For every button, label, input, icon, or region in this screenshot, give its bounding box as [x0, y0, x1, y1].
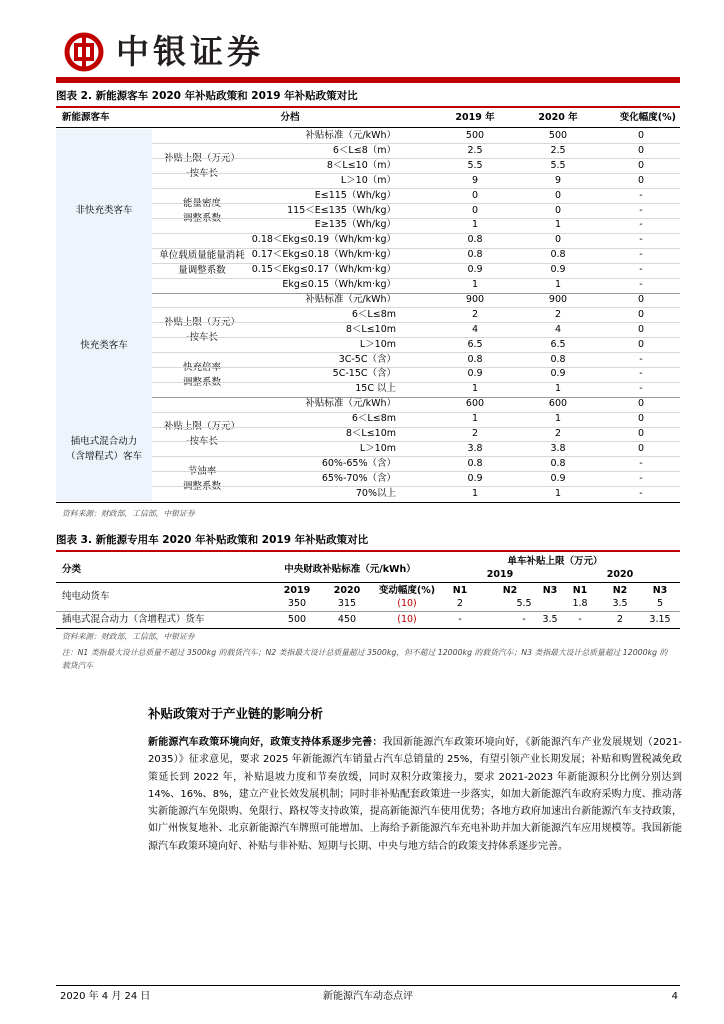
fig3-header-central: 中央财政补贴标准（元/kWh） [284, 564, 416, 575]
fig2-row-2019: 0.9 [467, 368, 483, 380]
fig2-group-label: 非快充类客车 [75, 205, 133, 217]
fig3-top-rule [56, 550, 680, 552]
fig2-row-change: 0 [637, 144, 645, 156]
fig2-row-2020: 6.5 [550, 338, 566, 350]
fig2-row-2020: 4 [554, 323, 562, 335]
fig2-row-item: 115＜E≤135（Wh/kg） [287, 204, 396, 216]
fig2-row-item: L＞10m [359, 338, 396, 350]
fig2-title: 图表 2. 新能源客车 2020 年补贴政策和 2019 年补贴政策对比 [56, 90, 358, 102]
fig3-row-n2-2020: 3.5 [612, 598, 628, 609]
fig2-row-item: 0.18＜Ekg≤0.19（Wh/km·kg） [251, 234, 396, 246]
fig2-row-change: - [639, 279, 643, 290]
bank-of-china-logo-icon [64, 32, 104, 72]
fig2-row-2020: 2 [554, 428, 562, 439]
fig2-row-item: 6＜L≤8m [351, 413, 396, 425]
fig2-row-item: 15C 以上 [355, 383, 396, 395]
fig2-row-2020: 0.8 [550, 353, 566, 365]
fig2-row-2019: 1 [471, 383, 479, 395]
fig2-row-2020: 5.5 [550, 159, 566, 171]
fig2-row-2019: 9 [471, 174, 479, 186]
fig2-row-item: 0.17＜Ekg≤0.18（Wh/km·kg） [251, 249, 396, 261]
fig3-bottom-rule [56, 628, 680, 629]
fig3-sub-n2: N2 [612, 585, 628, 596]
fig2-row-change: - [639, 249, 643, 261]
fig2-row-change: 0 [637, 323, 645, 335]
fig2-row-item: 8＜L≤10m [345, 323, 396, 335]
fig3-sub-2020: 2020 [333, 585, 361, 596]
fig2-bottom-rule [56, 502, 680, 503]
fig2-row-change: 0 [637, 338, 645, 350]
fig3-note: 注：N1 类指最大设计总质量不超过 3500kg 的载货汽车；N2 类指最大设计总质量超过 3500kg，但不超过 12000kg 的载货汽车；N3 类指最大设计总质量超过 12000kg 的载货汽车 [62, 648, 668, 670]
fig2-subgroup-label: 单位载质量能量消耗 量调整系数 [159, 250, 245, 277]
fig2-source: 资料来源：财政部，工信部，中银证券 [62, 508, 195, 518]
fig3-row-n1-2020: - [578, 614, 582, 625]
fig3-header-cap-2019: 2019 [486, 569, 514, 580]
fig2-row-2019: 0.9 [467, 264, 483, 276]
fig2-row-item: L＞10m [359, 442, 396, 454]
fig2-header-2019: 2019 年 [455, 112, 495, 123]
page-number: 4 [671, 991, 678, 1002]
fig2-row-2019: 500 [465, 130, 485, 141]
fig2-row-2019: 3.8 [467, 442, 483, 454]
fig2-row-change: 0 [637, 428, 645, 439]
section-body-text: 我国新能源汽车政策环境向好，《新能源汽车产业发展规划（2021-2035）》征求意见，要求 2025 年新能源汽车销量占汽车总销量的 25%，有望引领产业长期发展；补贴和购置税减免政策延长到 2022 年，补贴退坡力度和节奏放缓，同时双积分政策接力，要求 2021-2023 年新能源积分比例分别达到 14%、16%、8%，建立产业长效发展机制；同时非补贴配套政策进一步落实，如加大新能源汽车政府采购力度、推动落实新能源汽车免限购、免限行、路权等支持政策，提高新能源汽车使用优势；各地方政府加速出台新能源汽车支持政策，如广州恢复地补、北京新能源汽车牌照可能增加、上海给予新能源汽车充电补助并加大新能源汽车应用规模等。我国新能源汽车政策环境向好、补贴与非补贴、短期与长期、中央与地方结合的政策支持体系逐步完善。 [148, 737, 683, 852]
fig3-row-n1-2020: 1.8 [572, 598, 588, 609]
fig2-row-item: Ekg≤0.15（Wh/km·kg） [282, 279, 396, 290]
fig3-title: 图表 3. 新能源专用车 2020 年补贴政策和 2019 年补贴政策对比 [56, 534, 369, 546]
fig2-row-2020: 600 [548, 398, 568, 410]
fig3-header-rule [56, 582, 680, 583]
fig2-row-change: - [639, 204, 643, 216]
fig2-row-change: 0 [637, 293, 645, 305]
fig3-row-2019: 500 [287, 614, 307, 625]
fig2-row-change: - [639, 264, 643, 276]
fig2-row-2019: 2 [471, 308, 479, 320]
fig3-row-2019: 350 [287, 598, 307, 609]
fig2-row-change: 0 [637, 159, 645, 171]
fig2-group-label: 快充类客车 [80, 339, 128, 351]
footer-title: 新能源汽车动态点评 [323, 991, 413, 1002]
fig2-row-2019: 0.8 [467, 234, 483, 246]
fig2-header-category: 新能源客车 [62, 112, 110, 123]
fig2-row-2020: 0.8 [550, 457, 566, 469]
fig3-sub-change: 变动幅度(%) [378, 585, 436, 596]
fig2-row-2020: 0.9 [550, 472, 566, 484]
fig2-header-rule [56, 127, 680, 128]
fig2-row-2020: 1 [554, 383, 562, 395]
fig3-row-change: (10) [397, 614, 417, 625]
fig2-row-2020: 0.9 [550, 264, 566, 276]
fig2-row-2019: 600 [465, 398, 485, 410]
fig2-row-2019: 0 [471, 189, 479, 201]
fig2-row-2020: 1 [554, 413, 562, 425]
fig2-row-change: 0 [637, 174, 645, 186]
fig3-sub-n3: N3 [652, 585, 668, 596]
fig2-row-item: 5C-15C（含） [332, 368, 396, 380]
fig2-row-change: - [639, 219, 643, 231]
fig2-row-change: 0 [637, 130, 645, 141]
fig2-row-2020: 0.8 [550, 249, 566, 261]
fig2-row-2019: 0.8 [467, 353, 483, 365]
fig2-row-item: 60%-65%（含） [321, 457, 396, 469]
fig3-sub-n3: N3 [542, 585, 558, 596]
fig2-row-change: 0 [637, 413, 645, 425]
fig2-row-item: E≤115（Wh/kg） [314, 189, 396, 201]
fig3-row-divider [56, 611, 680, 612]
fig2-row-2020: 2 [554, 308, 562, 320]
fig2-row-change: - [639, 383, 643, 395]
footer-rule [56, 985, 680, 986]
fig2-row-2019: 1 [471, 279, 479, 290]
fig3-header-category: 分类 [62, 564, 82, 575]
fig2-row-2019: 0.8 [467, 249, 483, 261]
fig2-row-item: 70%以上 [355, 487, 396, 499]
fig2-row-item: 6＜L≤8m [351, 308, 396, 320]
section-title: 补贴政策对于产业链的影响分析 [148, 706, 324, 721]
fig2-row-2019: 2 [471, 428, 479, 439]
fig3-row-category: 插电式混合动力（含增程式）货车 [62, 614, 205, 625]
fig2-row-item: E≥135（Wh/kg） [314, 219, 396, 231]
fig2-row-change: 0 [637, 308, 645, 320]
section-body [148, 734, 682, 855]
fig2-row-change: 0 [637, 442, 645, 454]
fig2-row-item: 65%-70%（含） [321, 472, 396, 484]
fig3-row-n2-2019: 5.5 [516, 598, 532, 609]
fig3-sub-n1: N1 [572, 585, 588, 596]
fig3-row-2020: 315 [337, 598, 357, 609]
fig2-row-2019: 1 [471, 413, 479, 425]
fig2-row-item: 3C-5C（含） [338, 353, 396, 365]
fig2-row-2020: 1 [554, 487, 562, 499]
fig2-row-2019: 6.5 [467, 338, 483, 350]
fig2-row-item: 0.15＜Ekg≤0.17（Wh/km·kg） [251, 264, 396, 276]
fig2-row-2020: 2.5 [550, 144, 566, 156]
fig2-row-change: - [639, 487, 643, 499]
fig3-header-cap: 单车补贴上限（万元） [507, 556, 603, 567]
header-bar [56, 77, 680, 83]
fig3-sub-n1: N1 [452, 585, 468, 596]
fig2-row-2019: 1 [471, 487, 479, 499]
fig2-row-change: - [639, 368, 643, 380]
fig3-row-n3-2020: 5 [656, 598, 664, 609]
fig2-group-label: 插电式混合动力 （含增程式）客车 [65, 436, 142, 463]
fig3-row-n2-2019: - [522, 614, 526, 625]
fig2-row-item: 补贴标准（元/kWh） [305, 398, 396, 410]
fig2-row-item: L＞10（m） [340, 174, 396, 186]
fig2-row-item: 补贴标准（元/kWh） [305, 293, 396, 305]
fig3-source: 资料来源：财政部，工信部，中银证券 [62, 632, 195, 641]
fig2-row-change: - [639, 353, 643, 365]
fig2-row-item: 补贴标准（元/kWh） [305, 130, 396, 141]
fig3-row-n3-2020: 3.15 [649, 614, 671, 625]
fig2-row-item: 6＜L≤8（m） [332, 144, 396, 156]
fig2-row-2020: 0 [554, 204, 562, 216]
fig2-row-item: 8＜L≤10（m） [326, 159, 396, 171]
fig2-row-2019: 2.5 [467, 144, 483, 156]
fig2-header-item: 分档 [280, 112, 300, 123]
brand-logo [64, 32, 264, 72]
fig2-row-2019: 0.9 [467, 472, 483, 484]
fig2-row-change: - [639, 189, 643, 201]
fig2-header-2020: 2020 年 [538, 112, 578, 123]
fig3-row-category: 纯电动货车 [62, 591, 110, 602]
footer-date: 2020 年 4 月 24 日 [60, 991, 151, 1002]
fig2-row-2020: 500 [548, 130, 568, 141]
fig2-row-change: 0 [637, 398, 645, 410]
fig3-header-cap-2020: 2020 [606, 569, 634, 580]
fig2-row-change: - [639, 234, 643, 246]
fig2-row-2019: 5.5 [467, 159, 483, 171]
fig3-sub-2019: 2019 [283, 585, 311, 596]
fig2-header-change: 变化幅度(%) [619, 112, 676, 123]
fig2-row-2020: 9 [554, 174, 562, 186]
fig2-row-2020: 0 [554, 189, 562, 201]
brand-name: 中银证券 [116, 32, 264, 71]
fig3-sub-n2: N2 [502, 585, 518, 596]
fig2-row-2019: 1 [471, 219, 479, 231]
fig2-row-change: - [639, 457, 643, 469]
fig2-row-2020: 900 [548, 293, 568, 305]
section-lead: 新能源汽车政策环境向好，政策支持体系逐步完善： [148, 737, 383, 748]
fig2-row-2020: 1 [554, 219, 562, 231]
fig2-row-change: - [639, 472, 643, 484]
fig2-row-2019: 0 [471, 204, 479, 216]
fig2-row-2019: 900 [465, 293, 485, 305]
fig2-row-2020: 1 [554, 279, 562, 290]
fig2-row-2020: 0 [554, 234, 562, 246]
fig3-row-2020: 450 [337, 614, 357, 625]
fig3-row-n2-2020: 2 [616, 614, 624, 625]
fig3-row-n1-2019: 2 [456, 598, 464, 609]
fig2-row-2019: 0.8 [467, 457, 483, 469]
fig3-row-n3-2019: 3.5 [542, 614, 558, 625]
fig2-row-2020: 0.9 [550, 368, 566, 380]
fig2-row-2019: 4 [471, 323, 479, 335]
fig3-row-n1-2019: - [458, 614, 462, 625]
fig2-top-rule [56, 106, 680, 108]
fig3-row-change: (10) [397, 598, 417, 609]
fig2-row-2020: 3.8 [550, 442, 566, 454]
fig2-row-item: 8＜L≤10m [345, 428, 396, 439]
